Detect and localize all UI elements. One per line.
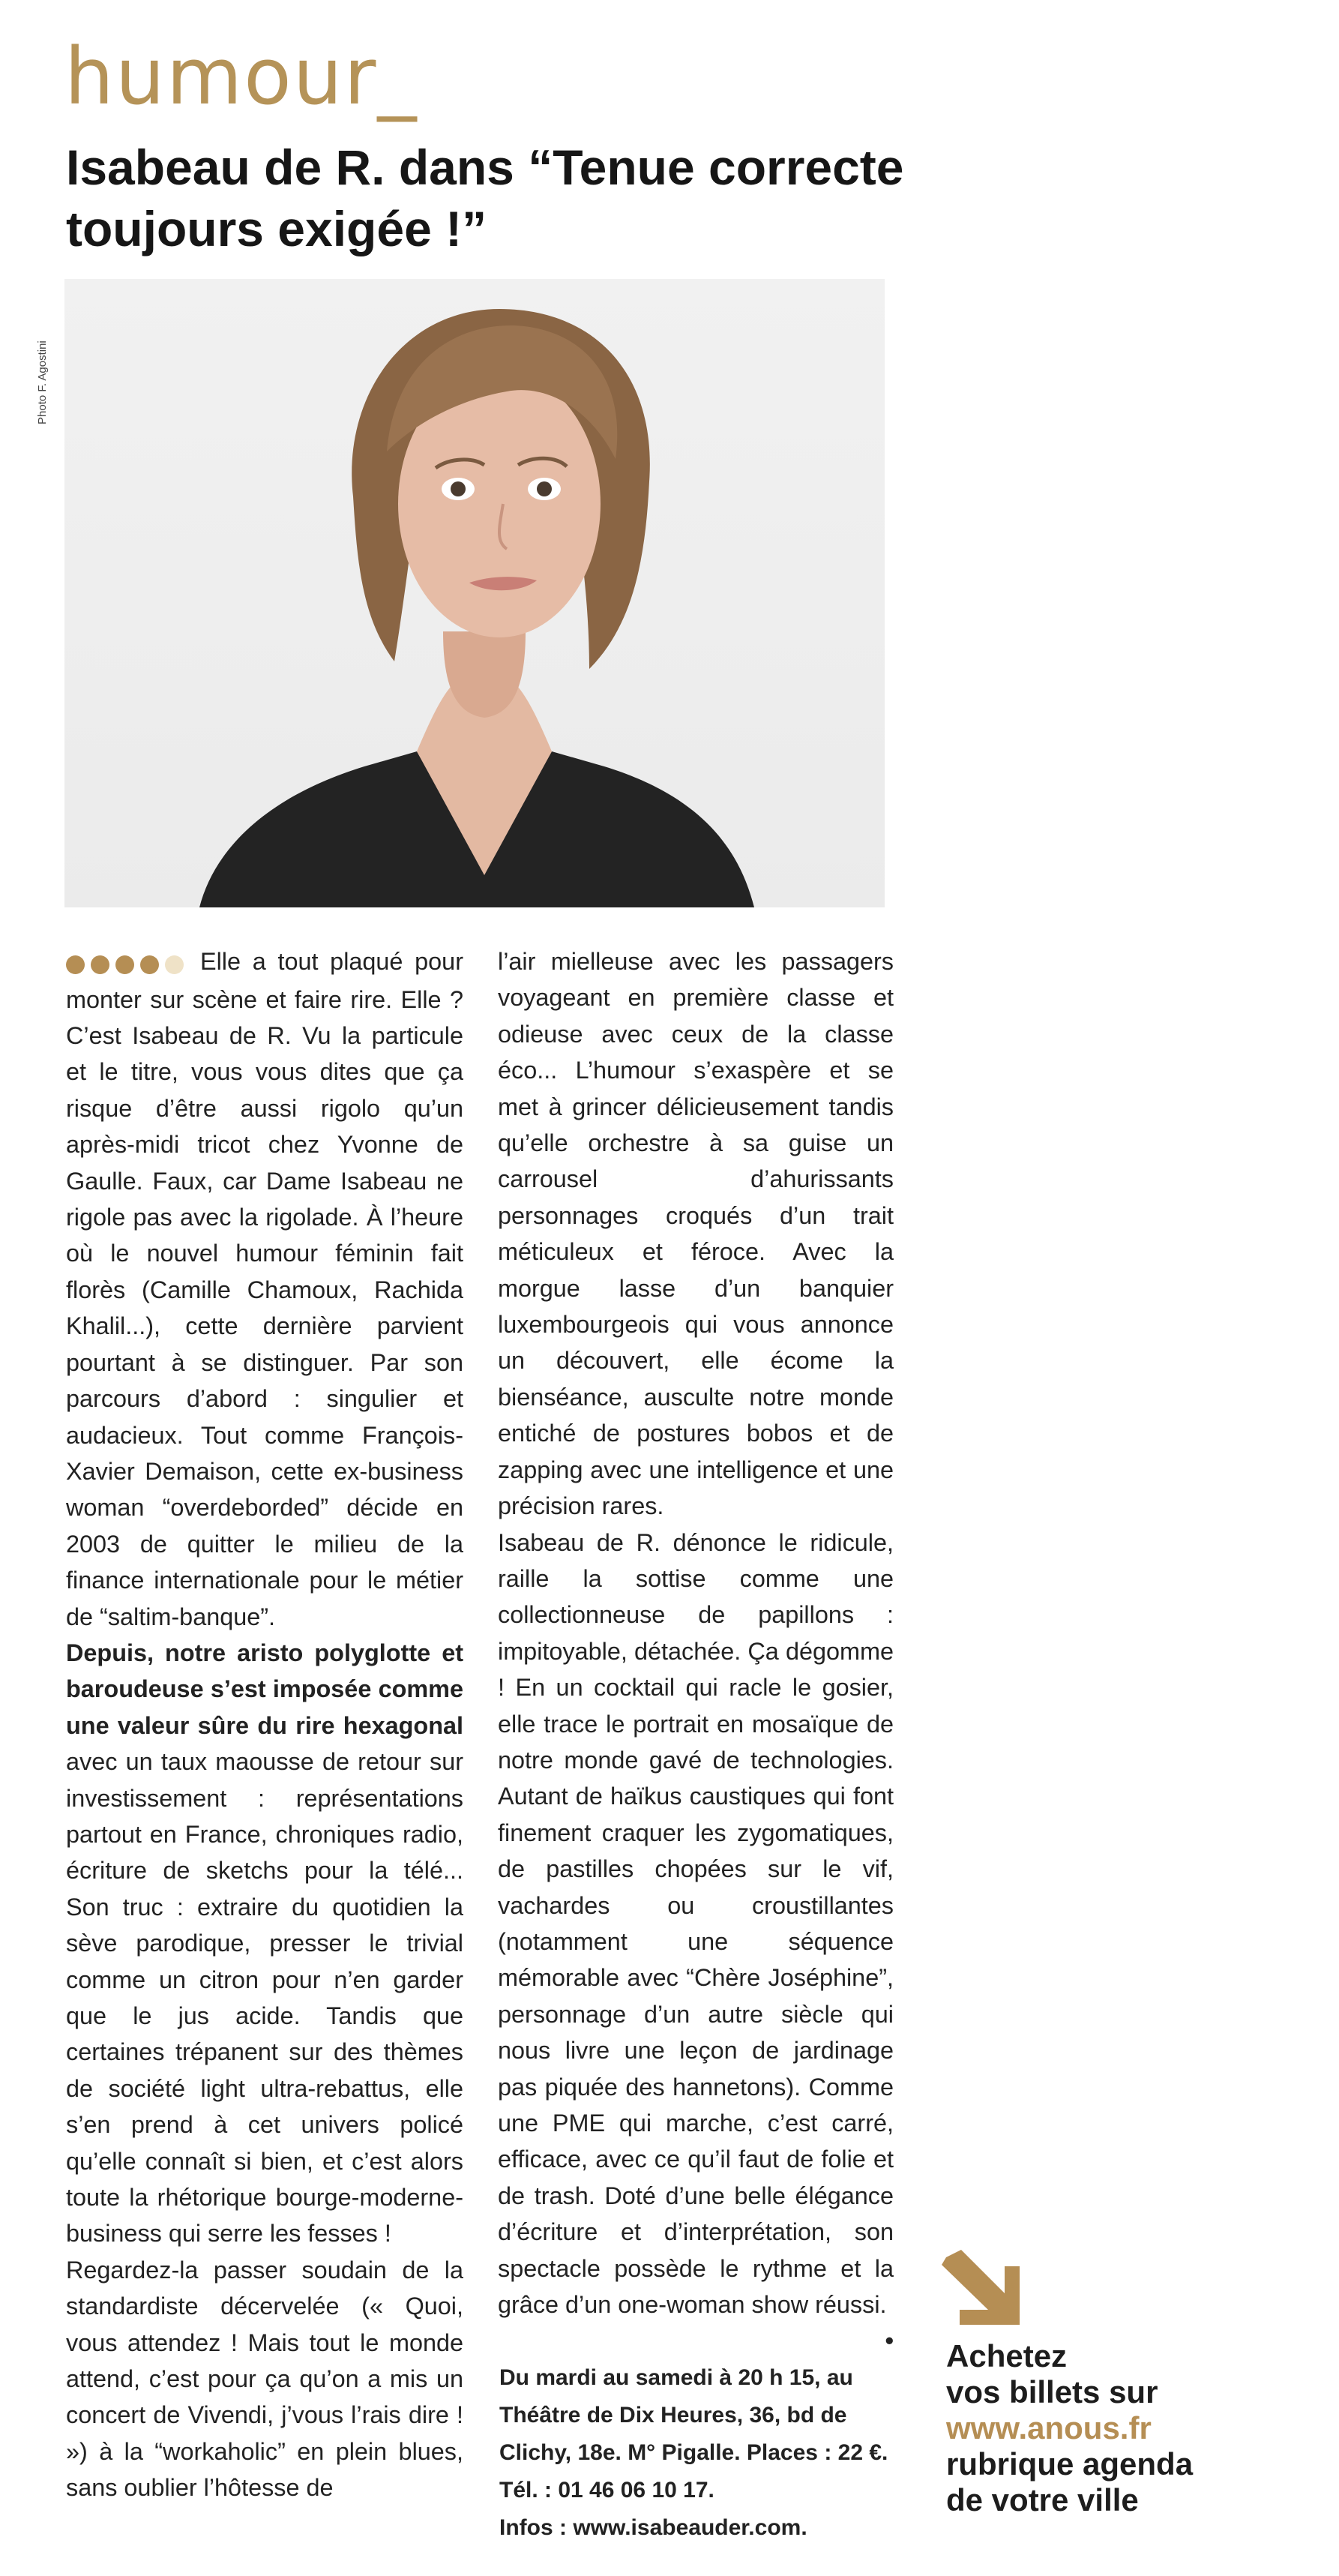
article-column-2 <box>498 943 894 2359</box>
rating-dots <box>66 945 190 981</box>
show-website[interactable]: Infos : www.isabeauder.com. <box>499 2515 807 2540</box>
paragraph-review <box>498 1525 894 2355</box>
portrait-photo <box>64 279 885 907</box>
show-dates-venue: Du mardi au samedi à 20 h 15, au Théâtre de Dix Heures, 36, bd de Clichy, 18e. M° Pigalle. Places : 22 €. <box>499 2365 888 2465</box>
paragraph-lead-bold: Depuis, notre aristo polyglotte et baroudeuse s’est imposée comme une valeur sûre du rire hexagonal <box>66 1639 463 1739</box>
promo-line-3: rubrique agenda <box>946 2446 1194 2482</box>
ticket-promo <box>946 2338 1261 2518</box>
article-headline: Isabeau de R. dans “Tenue correcte toujours exigée !” <box>66 139 904 256</box>
photo-credit: Photo F. Agostini <box>36 340 49 424</box>
promo-line-1: Achetez <box>946 2338 1068 2374</box>
paragraph-career <box>66 1635 463 2252</box>
portrait-illustration <box>64 279 885 907</box>
paragraph-text: avec un taux maousse de retour sur investissement : représentations partout en France, chroniques radio, écriture de sketchs pour la télé... Son truc : extraire du quotidien la sève parodique, presser le trivial comme un citron pour n’en garder que le jus acide. Tandis que certaines trépanent sur des thèmes de société light ultra-rebattus, elle s’en prend à cet univers policé qu’elle connaît si bien, et c’est alors toute la rhétorique bourge-moderne-business qui serre les fesses ! <box>66 1748 463 2248</box>
show-phone: Tél. : 01 46 06 10 17. <box>499 2478 714 2503</box>
paragraph-text: Isabeau de R. dénonce le ridicule, raille la sottise comme une collectionneuse de papillons : impitoyable, détachée. Ça dégomme ! En un cocktail qui racle le gosier, elle trace le portrait en mosaïque de notre monde gavé de technologies. Autant de haïkus caustiques qui font finement craquer les zygomatiques, de pastilles chopées sur le vif, vachardes ou croustillantes (notamment une séquence mémorable avec “Chère Joséphine”, personnage d’un autre siècle qui nous livre une leçon de jardinage pas piquée des hannetons). Comme une PME qui marche, c’est carré, efficace, avec ce qu’il faut de folie et de trash. Doté d’une belle élégance d’écriture et d’interprétation, son spectacle possède le rythme et la grâce d’un one-woman show réussi. <box>498 1528 894 2319</box>
rating-dot-filled <box>66 955 85 974</box>
article-column-1 <box>66 943 463 2506</box>
promo-url-link[interactable]: www.anous.fr <box>946 2410 1152 2446</box>
paragraph-continuation: l’air mielleuse avec les passagers voyageant en première classe et odieuse avec ceux de la classe éco... L’humour s’exaspère et se met à grincer délicieusement tandis qu’elle orchestre à sa guise un carrousel d’ahurissants personnages croqués d’un trait méticuleux et féroce. Avec la morgue lasse d’un banquier luxembourgeois qui vous annonce un découvert, elle écome la bienséance, ausculte notre monde entiché de postures bobos et de zapping avec une intelligence et une précision rares. <box>498 948 894 1520</box>
rating-dot-empty <box>165 955 184 974</box>
paragraph-text: Elle a tout plaqué pour monter sur scène et faire rire. Elle ? C’est Isabeau de R. Vu la particule et le titre, vous vous dites que ça risque d’être aussi rigolo qu’un après-midi tricot chez Yvonne de Gaulle. Faux, car Dame Isabeau ne rigole pas avec la rigolade. À l’heure où le nouvel humour féminin fait florès (Camille Chamoux, Rachida Khalil...), cette dernière parvient pourtant à se distinguer. Par son parcours d’abord : singulier et audacieux. Tout comme François-Xavier Demaison, cette ex-business woman “overdeborded” décide en 2003 de quitter le milieu de la finance internationale pour le métier de “saltim-banque”. <box>66 948 463 1630</box>
paragraph-intro <box>66 943 463 1635</box>
rating-dot-filled <box>140 955 159 974</box>
paragraph-characters: Regardez-la passer soudain de la standardiste décervelée (« Quoi, vous attendez ! Mais tout le monde attend, c’est pour ça qu’on a mis un concert de Vivendi, j’vous l’rais dire ! ») à la “workaholic” en plein blues, sans oublier l’hôtesse de <box>66 2256 463 2502</box>
rating-dot-filled <box>115 955 134 974</box>
section-title: humour_ <box>64 31 418 122</box>
promo-line-4: de votre ville <box>946 2482 1139 2518</box>
rating-dot-filled <box>91 955 109 974</box>
promo-line-2: vos billets sur <box>946 2374 1158 2410</box>
end-of-article-mark: • <box>885 2327 894 2355</box>
arrow-down-right-icon <box>942 2250 1020 2325</box>
show-info <box>499 2359 889 2547</box>
